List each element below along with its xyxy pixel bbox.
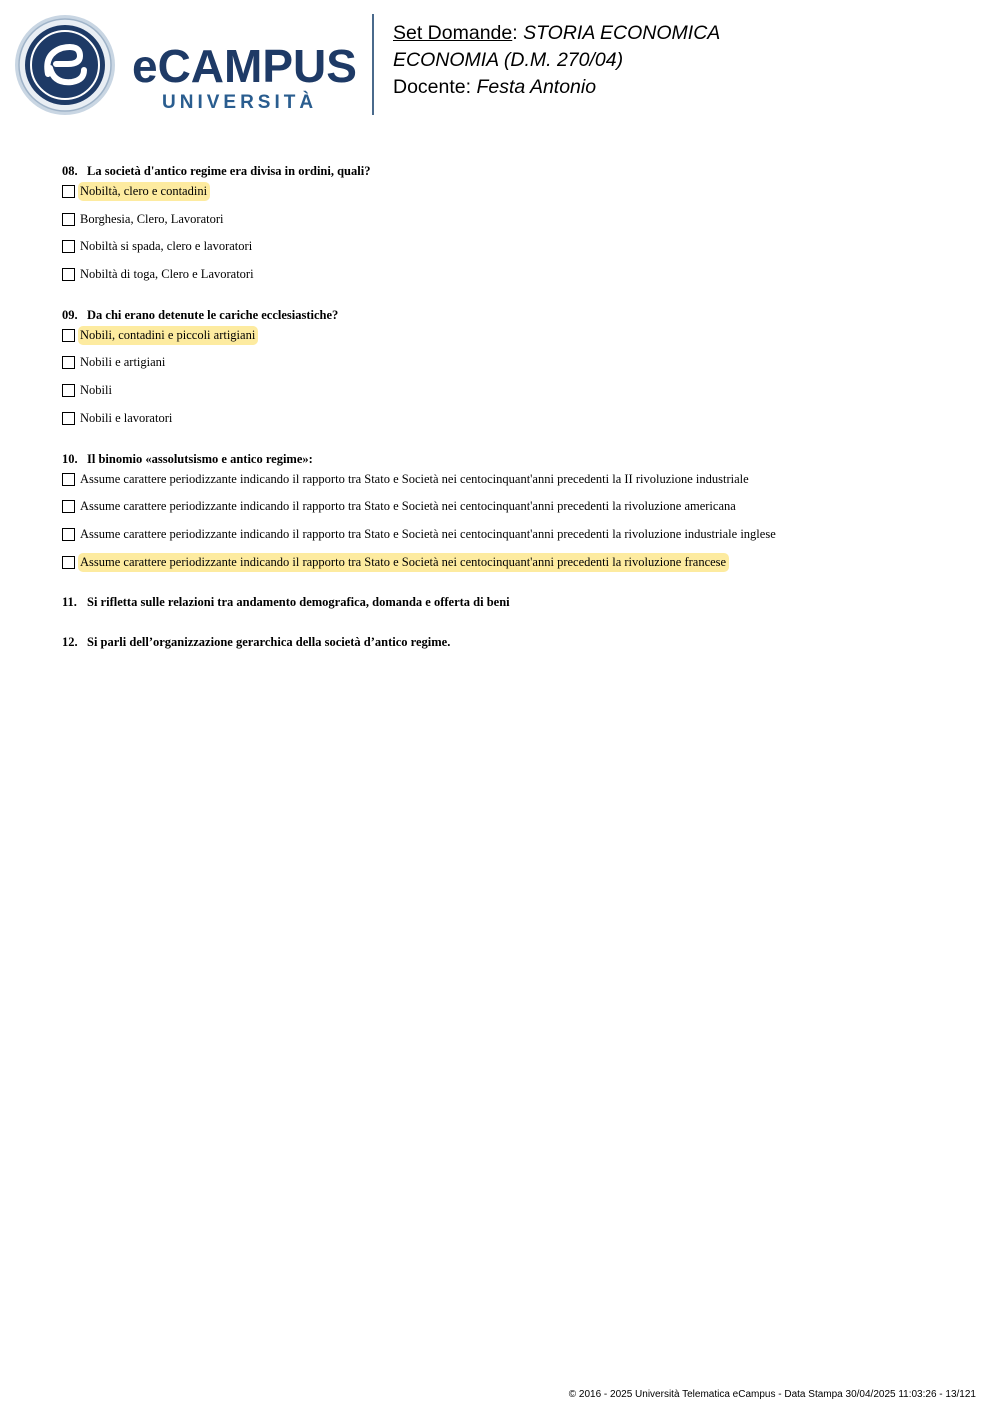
checkbox[interactable]: [62, 329, 75, 342]
answer-option[interactable]: [62, 525, 982, 553]
docente-name: Festa Antonio: [476, 76, 597, 98]
checkbox[interactable]: [62, 384, 75, 397]
question-number: 12.: [62, 635, 78, 650]
answer-option[interactable]: [62, 237, 982, 265]
page-header: [0, 0, 1000, 130]
question-text: Il binomio «assolutsismo e antico regime»:: [87, 451, 313, 466]
question-text: La società d'antico regime era divisa in ordini, quali?: [87, 164, 371, 178]
answer-label: Nobili: [80, 383, 112, 398]
question-10: [62, 448, 982, 581]
set-info: Set Domande: STORIA ECONOMICA ECONOMIA (D.M. 270/04) Docente: Festa Antonio: [393, 22, 721, 98]
question-08: [62, 160, 982, 293]
answer-option[interactable]: [62, 553, 982, 581]
answer-label: Nobili, contadini e piccoli artigiani: [78, 326, 258, 345]
question-title: [62, 304, 982, 326]
answer-label: Nobiltà si spada, clero e lavoratori: [80, 239, 253, 254]
checkbox[interactable]: [62, 240, 75, 253]
answer-label: Assume carattere periodizzante indicando il rapporto tra Stato e Società nei centocinquant'anni precedenti la II rivoluzione industriale: [80, 471, 749, 486]
checkbox[interactable]: [62, 412, 75, 425]
question-09: [62, 304, 982, 437]
logo-subtext: UNIVERSITÀ: [162, 92, 318, 113]
answer-option[interactable]: [62, 326, 982, 354]
answer-option[interactable]: [62, 470, 982, 498]
logo-wordmark: eCAMPUS: [132, 40, 357, 92]
question-text: Si rifletta sulle relazioni tra andamento demografica, domanda e offerta di beni: [87, 595, 510, 610]
docente-label: Docente:: [393, 76, 472, 98]
checkbox[interactable]: [62, 500, 75, 513]
question-number: 10.: [62, 451, 78, 466]
answer-option[interactable]: [62, 265, 982, 293]
answer-option[interactable]: [62, 210, 982, 238]
checkbox[interactable]: [62, 528, 75, 541]
answer-option[interactable]: [62, 497, 982, 525]
checkbox[interactable]: [62, 268, 75, 281]
question-title: [62, 160, 982, 182]
question-11: [62, 591, 982, 613]
answer-label: Assume carattere periodizzante indicando il rapporto tra Stato e Società nei centocinquant'anni precedenti la rivoluzione americana: [80, 499, 736, 514]
question-number: 08.: [62, 164, 78, 178]
question-text: Si parli dell’organizzazione gerarchica della società d’antico regime.: [87, 635, 451, 650]
question-text: Da chi erano detenute le cariche ecclesiastiche?: [87, 307, 339, 322]
answer-label: Assume carattere periodizzante indicando il rapporto tra Stato e Società nei centocinquant'anni precedenti la rivoluzione industriale inglese: [80, 526, 776, 541]
answer-label: Nobili e artigiani: [80, 355, 166, 370]
answer-label: Nobiltà, clero e contadini: [78, 182, 210, 201]
question-title: [62, 591, 982, 613]
set-title-line1: STORIA ECONOMICA: [523, 22, 721, 44]
question-12: [62, 631, 982, 653]
answer-option[interactable]: [62, 409, 982, 437]
checkbox[interactable]: [62, 213, 75, 226]
set-label: Set Domande: [393, 22, 513, 44]
answer-label: Nobiltà di toga, Clero e Lavoratori: [80, 267, 254, 282]
page-footer: © 2016 - 2025 Università Telematica eCampus - Data Stampa 30/04/2025 11:03:26 - 13/121: [568, 1389, 976, 1400]
answer-label: Assume carattere periodizzante indicando il rapporto tra Stato e Società nei centocinquant'anni precedenti la rivoluzione francese: [78, 553, 729, 572]
header-divider: [372, 14, 374, 115]
answer-label: Nobili e lavoratori: [80, 410, 173, 425]
question-number: 11.: [62, 595, 77, 610]
ecampus-logo: [14, 14, 359, 116]
checkbox[interactable]: [62, 185, 75, 198]
question-title: [62, 448, 982, 470]
answer-option[interactable]: [62, 182, 982, 210]
checkbox[interactable]: [62, 356, 75, 369]
answer-label: Borghesia, Clero, Lavoratori: [80, 211, 224, 226]
set-title-line2: ECONOMIA (D.M. 270/04): [393, 49, 624, 71]
answer-option[interactable]: [62, 381, 982, 409]
question-title: [62, 631, 982, 653]
question-list: [62, 160, 982, 671]
question-number: 09.: [62, 307, 78, 322]
checkbox[interactable]: [62, 556, 75, 569]
answer-option[interactable]: [62, 353, 982, 381]
checkbox[interactable]: [62, 473, 75, 486]
